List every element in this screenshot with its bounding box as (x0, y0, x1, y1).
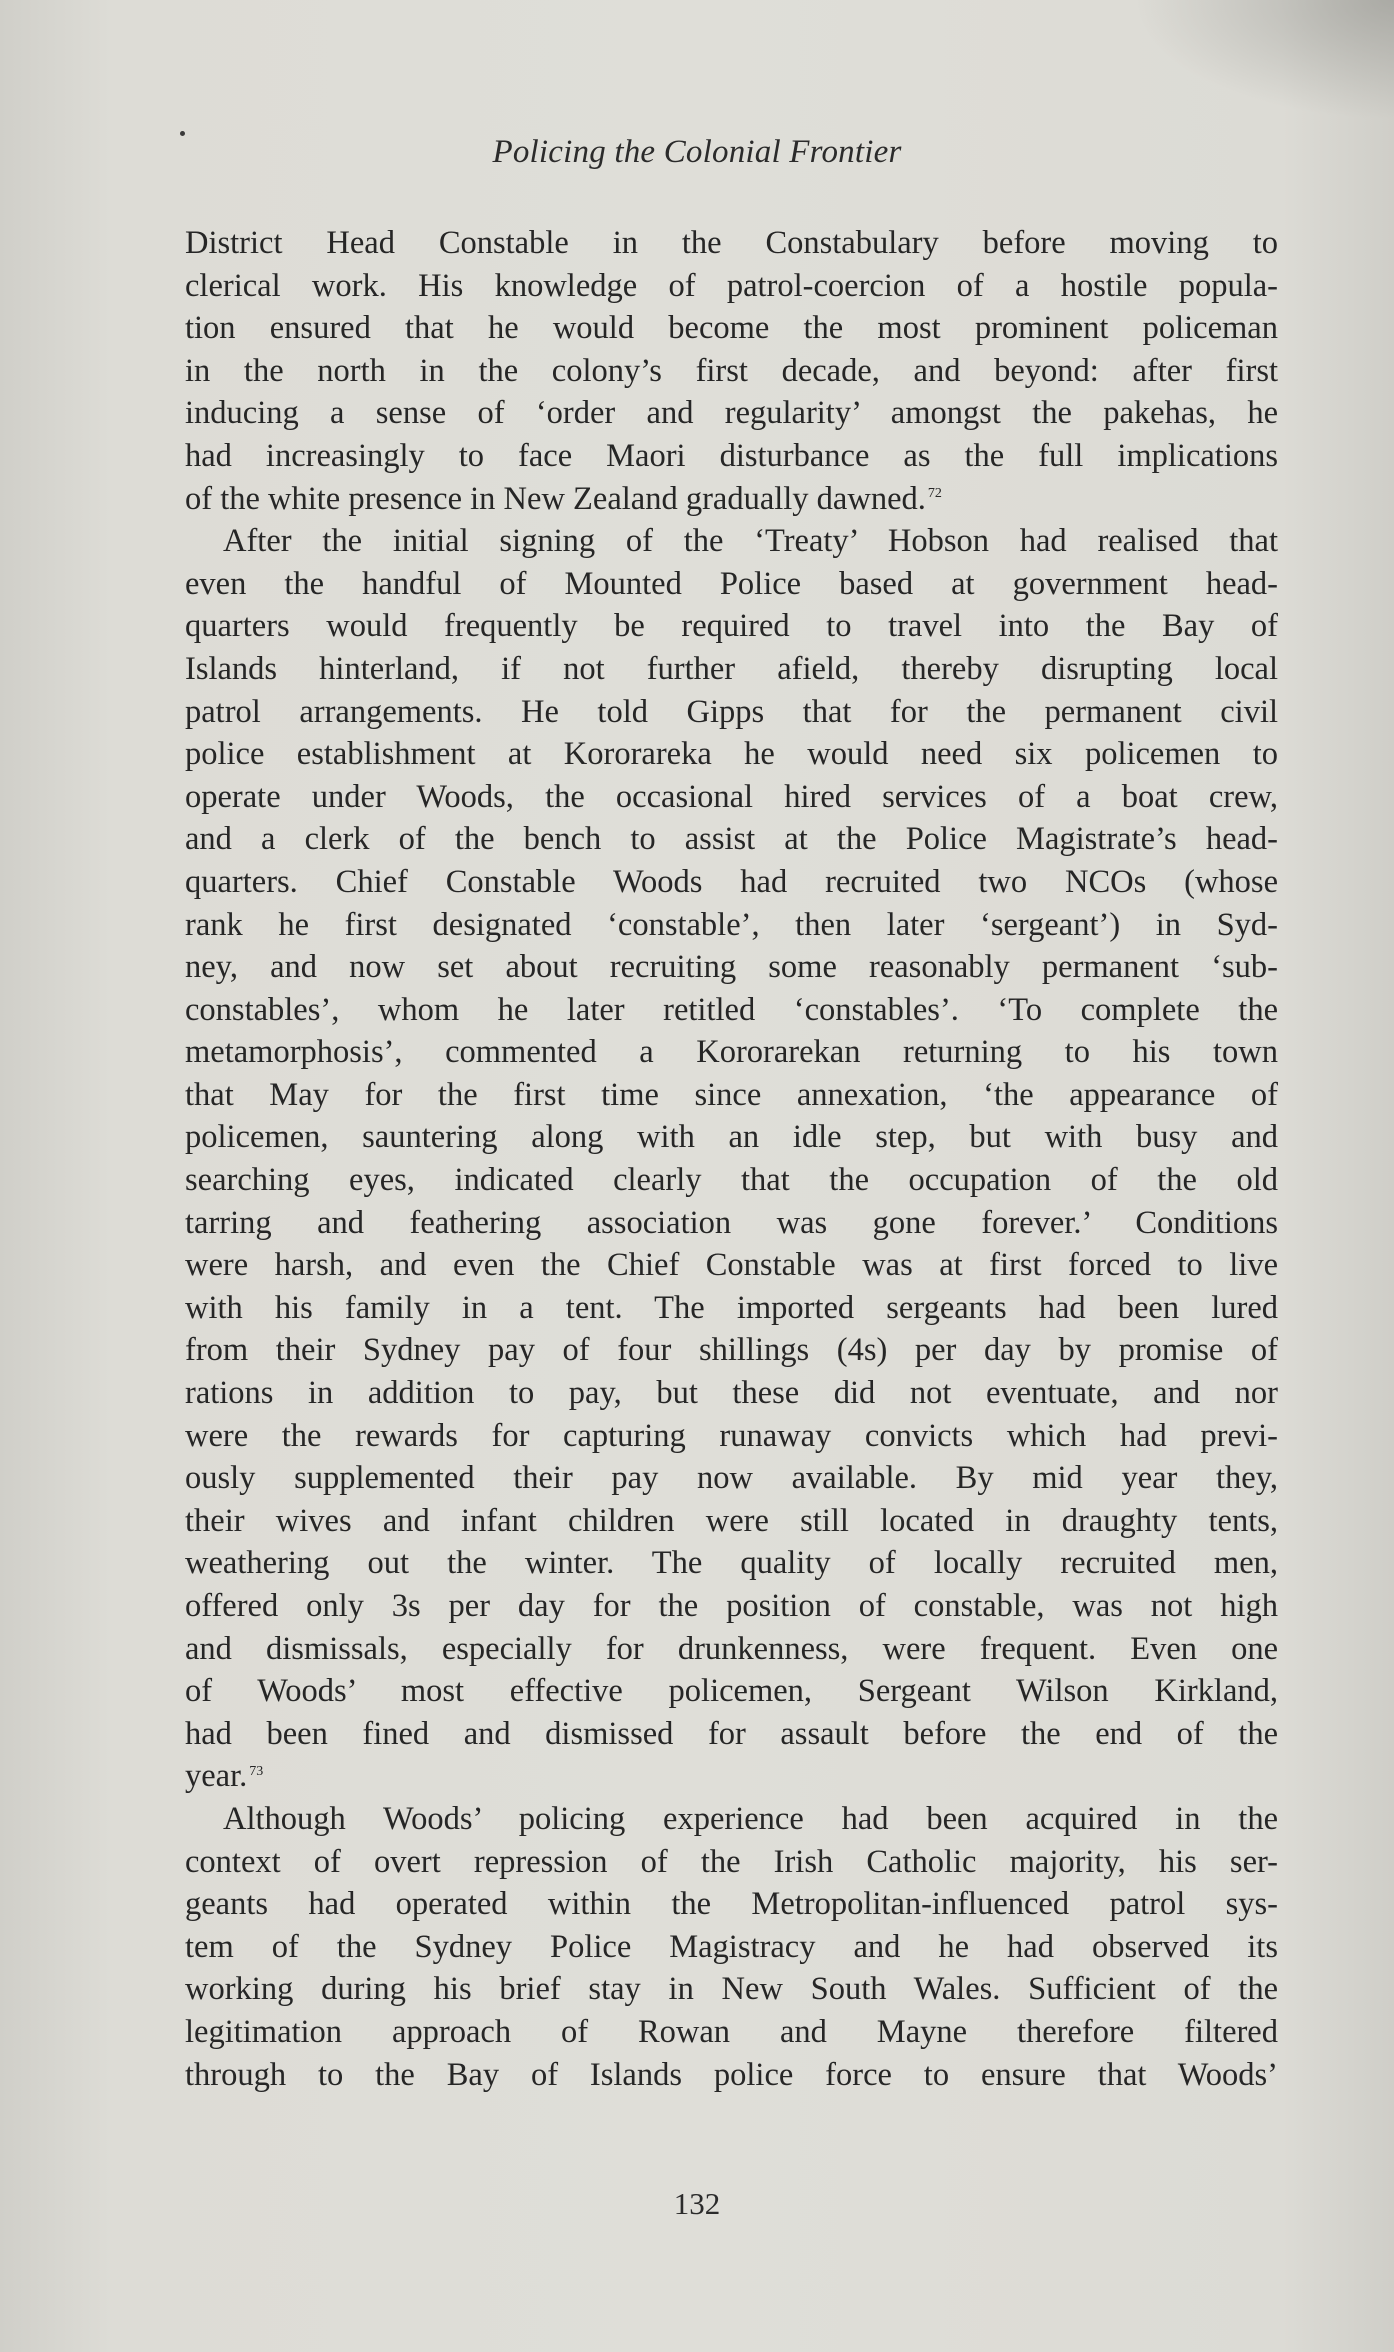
text-line: Islands hinterland, if not further afield, thereby disrupting local (185, 650, 1278, 687)
text-line: rank he first designated ‘constable’, then later ‘sergeant’) in Syd- (185, 906, 1278, 943)
text-line: tion ensured that he would become the most prominent policeman (185, 310, 1278, 347)
page-corner-shadow (1134, 0, 1394, 120)
text-line: patrol arrangements. He told Gipps that for the permanent civil (185, 693, 1278, 730)
text-line: through to the Bay of Islands police force to ensure that Woods’ (185, 2056, 1278, 2093)
text-line: and dismissals, especially for drunkenness, were frequent. Even one (185, 1630, 1278, 1667)
text-line: geants had operated within the Metropolitan-influenced patrol sys- (185, 1886, 1278, 1923)
text-line-last (185, 1755, 1278, 1798)
page-number: 132 (673, 2186, 721, 2221)
text-line: metamorphosis’, commented a Kororarekan returning to his town (185, 1034, 1278, 1071)
text-line: in the north in the colony’s first decade, and beyond: after first (185, 352, 1278, 389)
text-line: ney, and now set about recruiting some reasonably permanent ‘sub- (185, 949, 1278, 986)
paragraph-2 (185, 520, 1278, 1798)
text-fragment: of the white presence in New Zealand gradually dawned. (185, 480, 926, 517)
text-line: offered only 3s per day for the position of constable, was not high (185, 1588, 1278, 1624)
text-line: had increasingly to face Maori disturbance as the full implications (185, 437, 1278, 474)
text-line: operate under Woods, the occasional hired services of a boat crew, (185, 778, 1278, 815)
text-line: legitimation approach of Rowan and Mayne therefore filtered (185, 2013, 1278, 2050)
text-line: of Woods’ most effective policemen, Sergeant Wilson Kirkland, (185, 1673, 1278, 1710)
text-line: District Head Constable in the Constabulary before moving to (185, 225, 1278, 261)
running-head: Policing the Colonial Frontier (492, 134, 902, 170)
text-line-first: After the initial signing of the ‘Treaty’ Hobson had realised that (223, 523, 1278, 560)
text-line: rations in addition to pay, but these did not eventuate, and nor (185, 1375, 1278, 1412)
text-line: were the rewards for capturing runaway convicts which had previ- (185, 1417, 1278, 1454)
text-line: from their Sydney pay of four shillings (4s) per day by promise of (185, 1332, 1278, 1369)
text-line: that May for the first time since annexation, ‘the appearance of (185, 1076, 1278, 1113)
text-line: had been fined and dismissed for assault before the end of the (185, 1715, 1278, 1752)
text-fragment: year. (185, 1758, 248, 1795)
text-line: constables’, whom he later retitled ‘constables’. ‘To complete the (185, 991, 1278, 1028)
text-line: clerical work. His knowledge of patrol-coercion of a hostile popula- (185, 267, 1278, 304)
text-line: working during his brief stay in New South Wales. Sufficient of the (185, 1971, 1278, 2008)
body-text (185, 222, 1278, 2096)
text-line: were harsh, and even the Chief Constable was at first forced to live (185, 1247, 1278, 1284)
text-line: context of overt repression of the Irish Catholic majority, his ser- (185, 1843, 1278, 1880)
paragraph-1 (185, 222, 1278, 520)
text-line: with his family in a tent. The imported sergeants had been lured (185, 1289, 1278, 1326)
text-line-first: Although Woods’ policing experience had been acquired in the (223, 1800, 1278, 1837)
text-line-last (185, 478, 1278, 521)
footnote-marker: 73 (249, 1763, 264, 1779)
text-line: even the handful of Mounted Police based at government head- (185, 565, 1278, 602)
text-line: and a clerk of the bench to assist at the Police Magistrate’s head- (185, 821, 1278, 858)
footnote-marker: 72 (927, 485, 942, 501)
text-line: tem of the Sydney Police Magistracy and he had observed its (185, 1928, 1278, 1965)
text-line: policemen, sauntering along with an idle step, but with busy and (185, 1119, 1278, 1156)
text-line: searching eyes, indicated clearly that the occupation of the old (185, 1162, 1278, 1199)
paragraph-3 (185, 1798, 1278, 2096)
text-line: ously supplemented their pay now available. By mid year they, (185, 1460, 1278, 1497)
text-line: their wives and infant children were still located in draughty tents, (185, 1502, 1278, 1539)
text-line: inducing a sense of ‘order and regularity’ amongst the pakehas, he (185, 395, 1278, 432)
text-line: police establishment at Kororareka he would need six policemen to (185, 736, 1278, 773)
text-line: quarters. Chief Constable Woods had recruited two NCOs (whose (185, 863, 1278, 900)
text-line: quarters would frequently be required to travel into the Bay of (185, 608, 1278, 645)
text-line: tarring and feathering association was gone forever.’ Conditions (185, 1204, 1278, 1241)
text-line: weathering out the winter. The quality of locally recruited men, (185, 1545, 1278, 1582)
